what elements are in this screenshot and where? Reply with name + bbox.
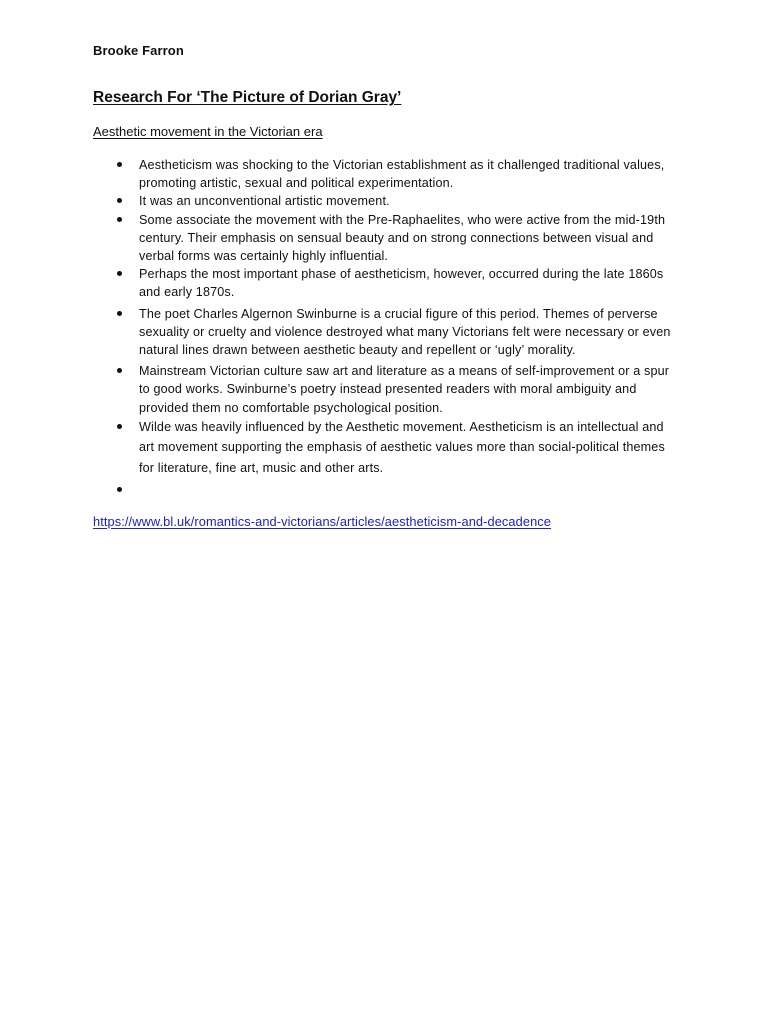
bullet-icon [117, 217, 122, 222]
bullet-icon [117, 487, 122, 492]
document-title: Research For ‘The Picture of Dorian Gray’ [93, 89, 402, 106]
bullet-item [0, 362, 679, 417]
bullet-icon [117, 424, 122, 429]
bullet-icon [117, 162, 122, 167]
bullet-item [0, 265, 679, 301]
bullet-text: Some associate the movement with the Pre-Raphaelites, who were active from the mid-19th century. Their emphasis on sensual beauty and on strong connections between visual and verbal forms was certainly highly influential. [139, 212, 666, 264]
bullet-icon [117, 198, 122, 203]
bullet-item [0, 417, 679, 479]
bullet-list [0, 156, 768, 499]
bullet-text: Perhaps the most important phase of aestheticism, however, occurred during the late 1860s and early 1870s. [139, 267, 664, 300]
bullet-text: Aestheticism was shocking to the Victorian establishment as it challenged traditional values, promoting artistic, sexual and political experimentation. [139, 158, 665, 191]
bullet-item [0, 192, 679, 210]
bullet-icon [117, 368, 122, 373]
bullet-text: The poet Charles Algernon Swinburne is a crucial figure of this period. Themes of perverse sexuality or cruelty and violence destroyed what many Victorians felt were necessary or even natural lines drawn between aesthetic beauty and repellent or ‘ugly’ morality. [139, 306, 671, 358]
author-name: Brooke Farron [93, 43, 184, 58]
bullet-text: Wilde was heavily influenced by the Aesthetic movement. Aestheticism is an intellectual and art movement supporting the emphasis of aesthetic values more than social-political themes for literature, fine art, music and other arts. [139, 419, 665, 475]
bullet-item [0, 211, 679, 266]
source-link[interactable]: https://www.bl.uk/romantics-and-victorians/articles/aestheticism-and-decadence [93, 514, 552, 529]
bullet-icon [117, 311, 122, 316]
bullet-text: Mainstream Victorian culture saw art and literature as a means of self-improvement or a spur to good works. Swinburne’s poetry instead presented readers with moral ambiguity and provided them no comfortable psychological position. [139, 364, 670, 415]
bullet-icon [117, 271, 122, 276]
bullet-text: It was an unconventional artistic movement. [139, 194, 390, 209]
bullet-item [0, 156, 679, 192]
section-subtitle: Aesthetic movement in the Victorian era [93, 124, 323, 139]
bullet-item [0, 305, 679, 360]
empty-bullet-item [0, 481, 679, 499]
